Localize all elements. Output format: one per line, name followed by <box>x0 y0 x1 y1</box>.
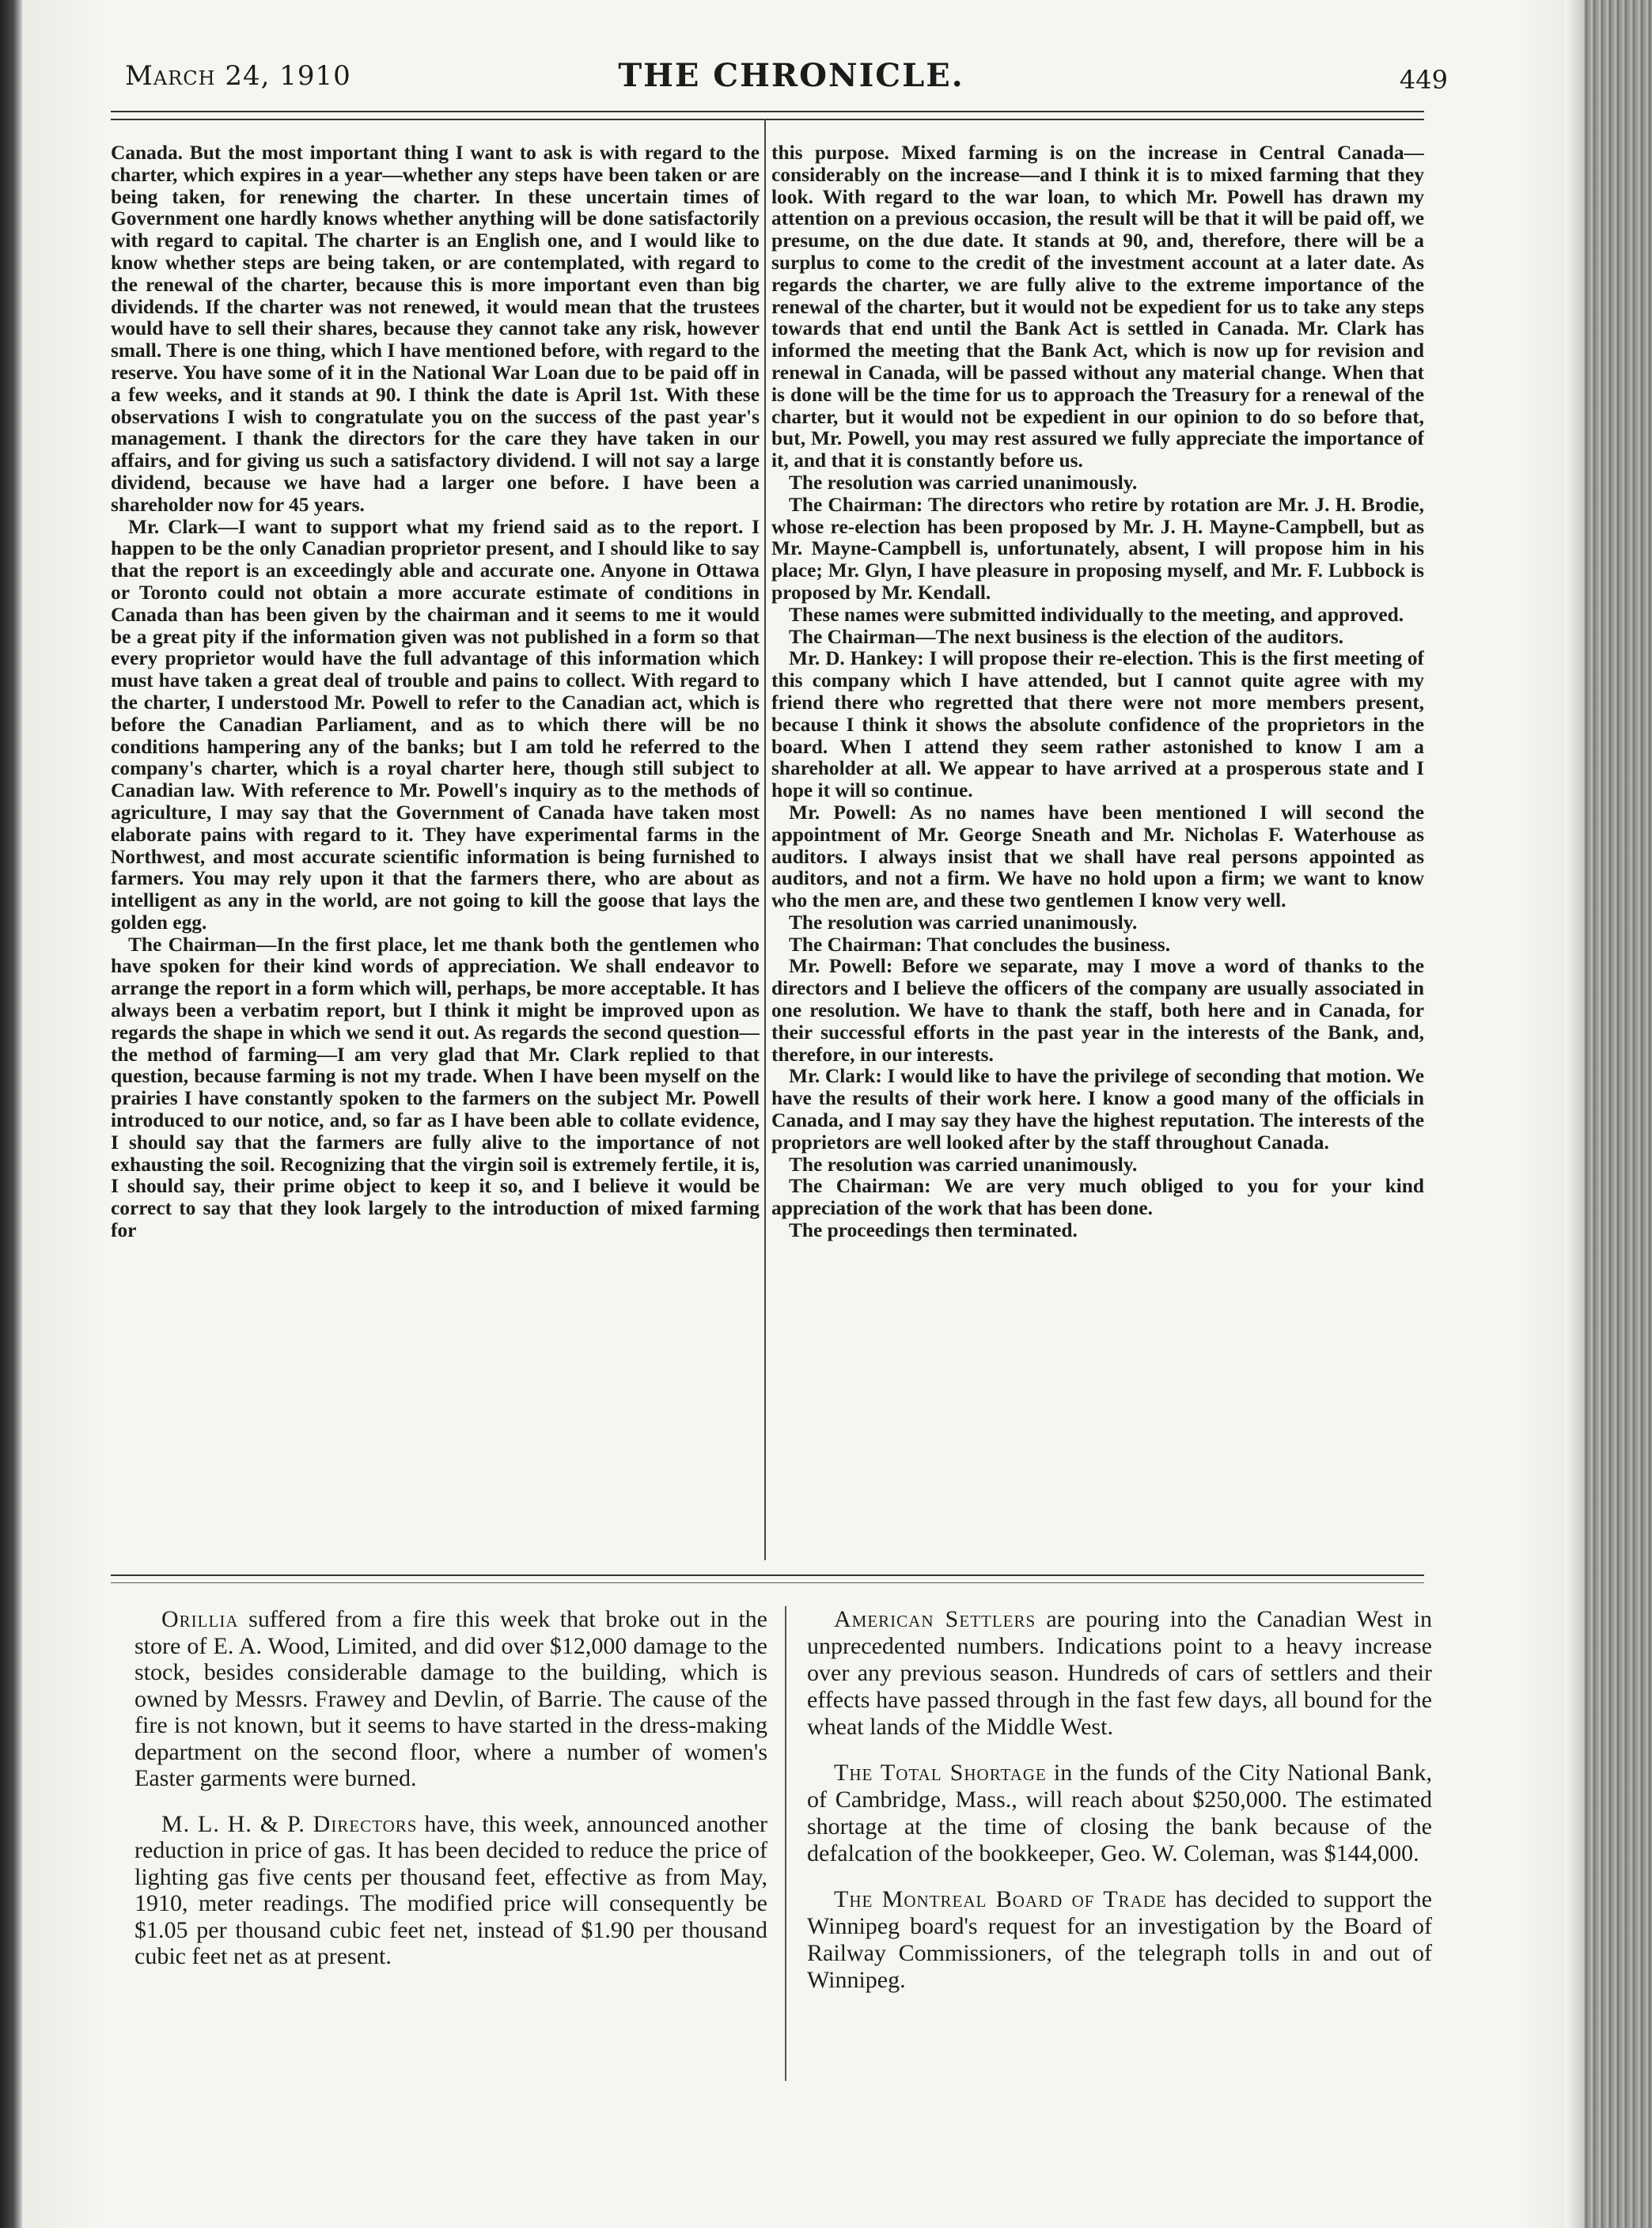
right-paragraph: The Chairman: That concludes the business. <box>789 933 1171 956</box>
page-number: 449 <box>1399 65 1448 95</box>
right-paragraph: Mr. Powell: As no names have been mentioned I will second the appointment of Mr. George Sneath and Mr. Nicholas F. Waterhouse as auditors. I always insist that we shall have real persons appointed as auditors, and not a firm. We have no hold upon a firm; we want to know who the men are, and these two gentlemen I know very well. <box>771 801 1424 912</box>
right-paragraph: this purpose. Mixed farming is on the increase in Central Canada—considerably on the increase—and I think it is to mixed farming that they look. With regard to the war loan, to which Mr. Powell has drawn my attention on a previous occasion, the result will be that it will be paid off, we presume, on the due date. It stands at 90, and, therefore, there will be a surplus to come to the credit of the investment account at a later date. As regards the charter, we are fully alive to the extreme importance of the renewal of the charter, but it would not be expedient for us to take any steps towards that end until the Bank Act is settled in Canada. Mr. Clark has informed the meeting that the Bank Act, which is now up for revision and renewal in Canada, will be passed without any material change. When that is done will be the time for us to approach the Treasury for a renewal of the charter, but it would not be expedient in our opinion to do so before that, but, Mr. Powell, you may rest assured we fully appreciate the importance of it, and that it is constantly before us. <box>771 142 1424 472</box>
brief-lead: American Settlers <box>834 1606 1036 1632</box>
right-paragraph: The resolution was carried unanimously. <box>789 471 1138 494</box>
section-rule <box>111 1574 1424 1583</box>
brief-text: has decided to support the Winnipeg board's request for an investigation by the Board of Railway Commissioners, of the telegraph tolls in and out of Winnipeg. <box>807 1886 1432 1993</box>
brief-lead: M. L. H. & P. Directors <box>161 1810 418 1837</box>
book-spine-shadow <box>0 0 22 2228</box>
news-briefs-right <box>807 1606 1432 2160</box>
brief-lead: Orillia <box>161 1606 239 1632</box>
news-brief <box>807 1606 1432 1741</box>
issue-date: March 24, 1910 <box>125 60 351 92</box>
right-article-column <box>771 142 1424 1559</box>
brief-text: are pouring into the Canadian West in unprecedented numbers. Indications point to a heavy increase over any previous season. Hundreds of cars of settlers and their effects have passed through in the fast few days, all bound for the wheat lands of the Middle West. <box>807 1606 1432 1740</box>
right-paragraph: The Chairman: The directors who retire by rotation are Mr. J. H. Brodie, whose re-election has been proposed by Mr. J. H. Mayne-Campbell, but as Mr. Mayne-Campbell is, unfortunately, absent, I will propose him in his place; Mr. Glyn, I have pleasure in proposing myself, and Mr. F. Lubbock is proposed by Mr. Kendall. <box>771 493 1424 604</box>
right-paragraph: Mr. Clark: I would like to have the privilege of seconding that motion. We have the results of their work here. I know a good many of the officials in Canada, and I may say they have the highest reputation. The interests of the proprietors are well looked after by the staff throughout Canada. <box>771 1065 1424 1154</box>
brief-text: suffered from a fire this week that broke out in the store of E. A. Wood, Limited, and did over $12,000 damage to the stock, besides considerable damage to the building, which is owned by Messrs. Frawey and Devlin, of Barrie. The cause of the fire is not known, but it seems to have started in the dress-making department on the second floor, where a number of women's Easter garments were burned. <box>135 1606 767 1791</box>
right-paragraph: These names were submitted individually to the meeting, and approved. <box>789 603 1404 626</box>
news-briefs-left <box>135 1606 767 2128</box>
brief-text: in the funds of the City National Bank, of Cambridge, Mass., will reach about $250,000. The estimated shortage at the time of closing the bank because of the defalcation of the bookkeeper, Geo. W. Coleman, was $144,000. <box>807 1760 1432 1866</box>
right-paragraph: The Chairman: We are very much obliged to you for your kind appreciation of the work that has been done. <box>771 1175 1424 1220</box>
publication-title: THE CHRONICLE. <box>618 57 964 94</box>
column-divider <box>764 119 766 1560</box>
left-article-column <box>111 142 760 1559</box>
right-paragraph: The resolution was carried unanimously. <box>789 911 1138 934</box>
page-edges <box>1565 0 1652 2228</box>
left-paragraph: Mr. Clark—I want to support what my friend said as to the report. I happen to be the only Canadian proprietor present, and I should like to say that the report is an exceedingly able and accurate one. Anyone in Ottawa or Toronto could not obtain a more accurate estimate of conditions in Canada than has been given by the chairman and it seems to me it would be a great pity if the information given was not published in a form so that every proprietor would have the full advantage of this information which must have taken a great deal of trouble and pains to collect. With regard to the charter, I understood Mr. Powell to refer to the Canadian act, which is before the Canadian Parliament, and as to which there will be no conditions hampering any of the banks; but I am told he referred to the company's charter, which is a royal charter here, though still subject to Canadian law. With reference to Mr. Powell's inquiry as to the methods of agriculture, I may say that the Government of Canada have taken most elaborate pains with regard to it. They have experimental farms in the Northwest, and most accurate scientific information is being furnished to farmers. You may rely upon it that the farmers there, who are about as intelligent as any in the world, are not going to kill the goose that lays the golden egg. <box>111 515 760 934</box>
left-paragraph: The Chairman—In the first place, let me thank both the gentlemen who have spoken for their kind words of appreciation. We shall endeavor to arrange the report in a form which will, perhaps, be more acceptable. It has always been a verbatim report, but I think it might be improved upon as regards the shape in which we send it out. As regards the second question—the method of farming—I am very glad that Mr. Clark replied to that question, because farming is not my trade. When I have been myself on the prairies I have constantly spoken to the farmers on the subject Mr. Powell introduced to our notice, and, so far as I have been able to collate evidence, I should say that the farmers are fully alive to the importance of not exhausting the soil. Recognizing that the virgin soil is extremely fertile, it is, I should say, their prime object to keep it so, and I believe it would be correct to say that they look largely to the introduction of mixed farming for <box>111 933 760 1242</box>
page-header <box>119 55 1464 103</box>
news-brief <box>135 1811 767 1970</box>
header-rule <box>111 111 1424 120</box>
left-paragraph: Canada. But the most important thing I want to ask is with regard to the charter, which expires in a year—whether any steps have been taken or are being taken, for renewing the charter. In these uncertain times of Government one hardly knows whether anything will be done satisfactorily with regard to capital. The charter is an English one, and I would like to know whether steps are being taken, or are contemplated, with regard to the renewal of the charter, because this is more important even than big dividends. If the charter was not renewed, it would mean that the trustees would have to sell their shares, because they cannot take any risk, however small. There is one thing, which I have mentioned before, with regard to the reserve. You have some of it in the National War Loan due to be paid off in a few weeks, and it stands at 90. I think the date is April 1st. With these observations I wish to congratulate you on the success of the past year's management. I thank the directors for the care they have taken in our affairs, and for giving us such a satisfactory dividend. I will not say a large dividend, because we have had a larger one before. I have been a shareholder now for 45 years. <box>111 142 760 516</box>
right-paragraph: The Chairman—The next business is the election of the auditors. <box>789 625 1344 648</box>
right-paragraph: The resolution was carried unanimously. <box>789 1153 1138 1176</box>
brief-text: have, this week, announced another reduction in price of gas. It has been decided to reduce the price of lighting gas five cents per thousand feet, effective as from May, 1910, meter readings. The modified price will consequently be $1.05 per thousand cubic feet net, instead of $1.90 per thousand cubic feet net as at present. <box>135 1810 767 1969</box>
brief-lead: The Montreal Board of Trade <box>834 1886 1167 1912</box>
column-divider <box>785 1606 786 2081</box>
right-paragraph: The proceedings then terminated. <box>789 1219 1078 1242</box>
right-paragraph: Mr. D. Hankey: I will propose their re-election. This is the first meeting of this company which I have attended, but I cannot quite agree with my friend there who regretted that there were not more members present, because I think it shows the absolute confidence of the proprietors in the board. When I attend they seem rather astonished to know I am a shareholder at all. We appear to have arrived at a prosperous state and I hope it will so continue. <box>771 647 1424 802</box>
right-paragraph: Mr. Powell: Before we separate, may I move a word of thanks to the directors and I believe the officers of the company are usually associated in one resolution. We have to thank the staff, both here and in Canada, for their successful efforts in the past year in the interests of the Bank, and, therefore, in our interests. <box>771 955 1424 1066</box>
news-brief <box>135 1606 767 1792</box>
news-brief <box>807 1760 1432 1867</box>
brief-lead: The Total Shortage <box>834 1760 1047 1786</box>
news-brief <box>807 1886 1432 1994</box>
